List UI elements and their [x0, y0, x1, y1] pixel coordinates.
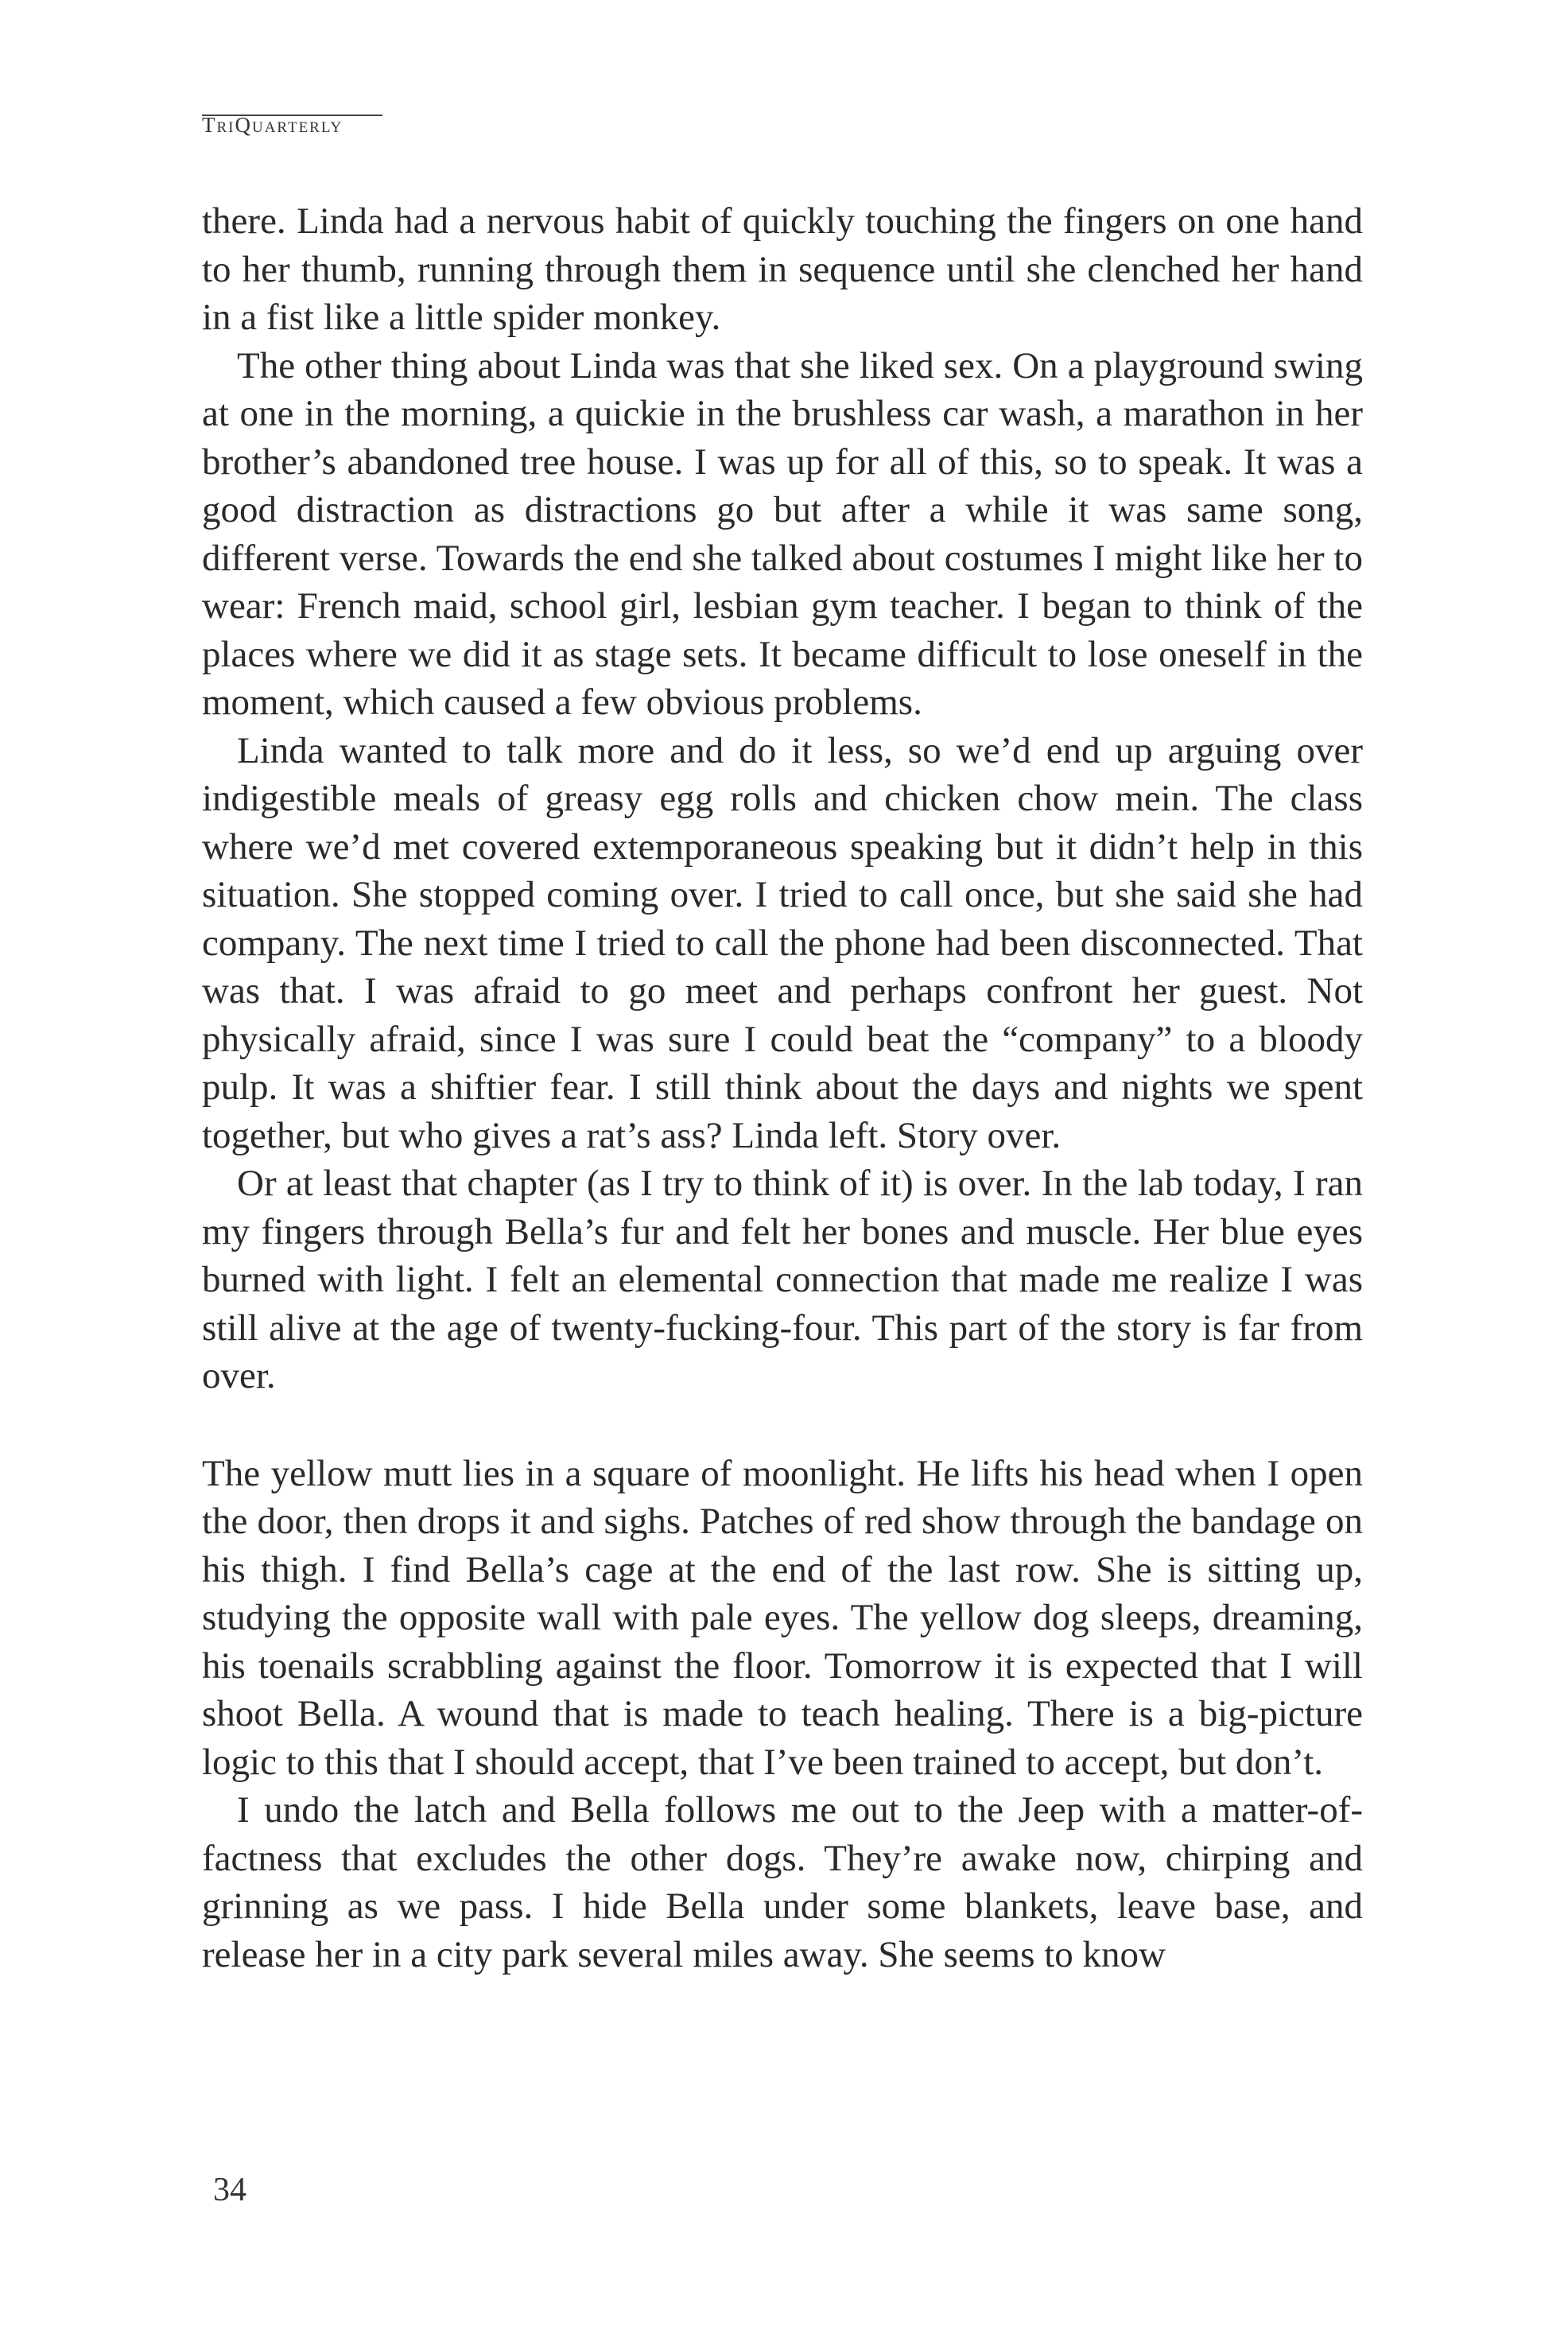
paragraph: Linda wanted to talk more and do it less, so we’d end up arguing over indigestible meals of greasy egg rolls and chicken chow mein. The class where we’d met covered extemporaneous speaking but it didn’t help in this situation. She stopped coming over. I tried to call once, but she said she had company. The next time I tried to call the phone had been disconnected. That was that. I was afraid to go meet and perhaps confront her guest. Not physically afraid, since I was sure I could beat the “company” to a bloody pulp. It was a shiftier fear. I still think about the days and nights we spent together, but who gives a rat’s ass? Linda left. Story over.	[202, 729, 1363, 1156]
paragraph: I undo the latch and Bella follows me out to the Jeep with a matter-of-factness that excludes the other dogs. They’re awake now, chirping and grinning as we pass. I hide Bella under some blankets, leave base, and release her in a city park several miles away. She seems to know	[202, 1789, 1363, 1975]
section-break	[202, 1400, 1363, 1450]
body-text	[202, 197, 1363, 1979]
paragraph-continued: there. Linda had a nervous habit of quickly touching the fingers on one hand to her thumb, running through them in sequence until she clenched her hand in a fist like a little spider monkey.	[202, 200, 1363, 338]
paragraph: The other thing about Linda was that she liked sex. On a playground swing at one in the morning, a quickie in the brushless car wash, a marathon in her brother’s abandoned tree house. I was up for all of this, so to speak. It was a good distraction as distractions go but after a while it was same song, different verse. Towards the end she talked about costumes I might like her to wear: French maid, school girl, lesbian gym teacher. I began to think of the places where we did it as stage sets. It became difficult to lose oneself in the moment, which caused a few obvious problems.	[202, 344, 1363, 723]
page-number: 34	[213, 2172, 246, 2208]
running-head: TriQuarterly	[202, 113, 343, 137]
paragraph: Or at least that chapter (as I try to think of it) is over. In the lab today, I ran my fingers through Bella’s fur and felt her bones and muscle. Her blue eyes burned with light. I felt an elemental connection that made me realize I was still alive at the age of twenty-fucking-four. This part of the story is far from over.	[202, 1163, 1363, 1396]
paragraph-section-start: The yellow mutt lies in a square of moonlight. He lifts his head when I open the door, then drops it and sighs. Patches of red show through the bandage on his thigh. I find Bella’s cage at the end of the last row. She is sitting up, studying the opposite wall with pale eyes. The yellow dog sleeps, dreaming, his toenails scrabbling against the floor. Tomorrow it is expected that I will shoot Bella. A wound that is made to teach healing. There is a big-picture logic to this that I should accept, that I’ve been trained to accept, but don’t.	[202, 1452, 1363, 1783]
